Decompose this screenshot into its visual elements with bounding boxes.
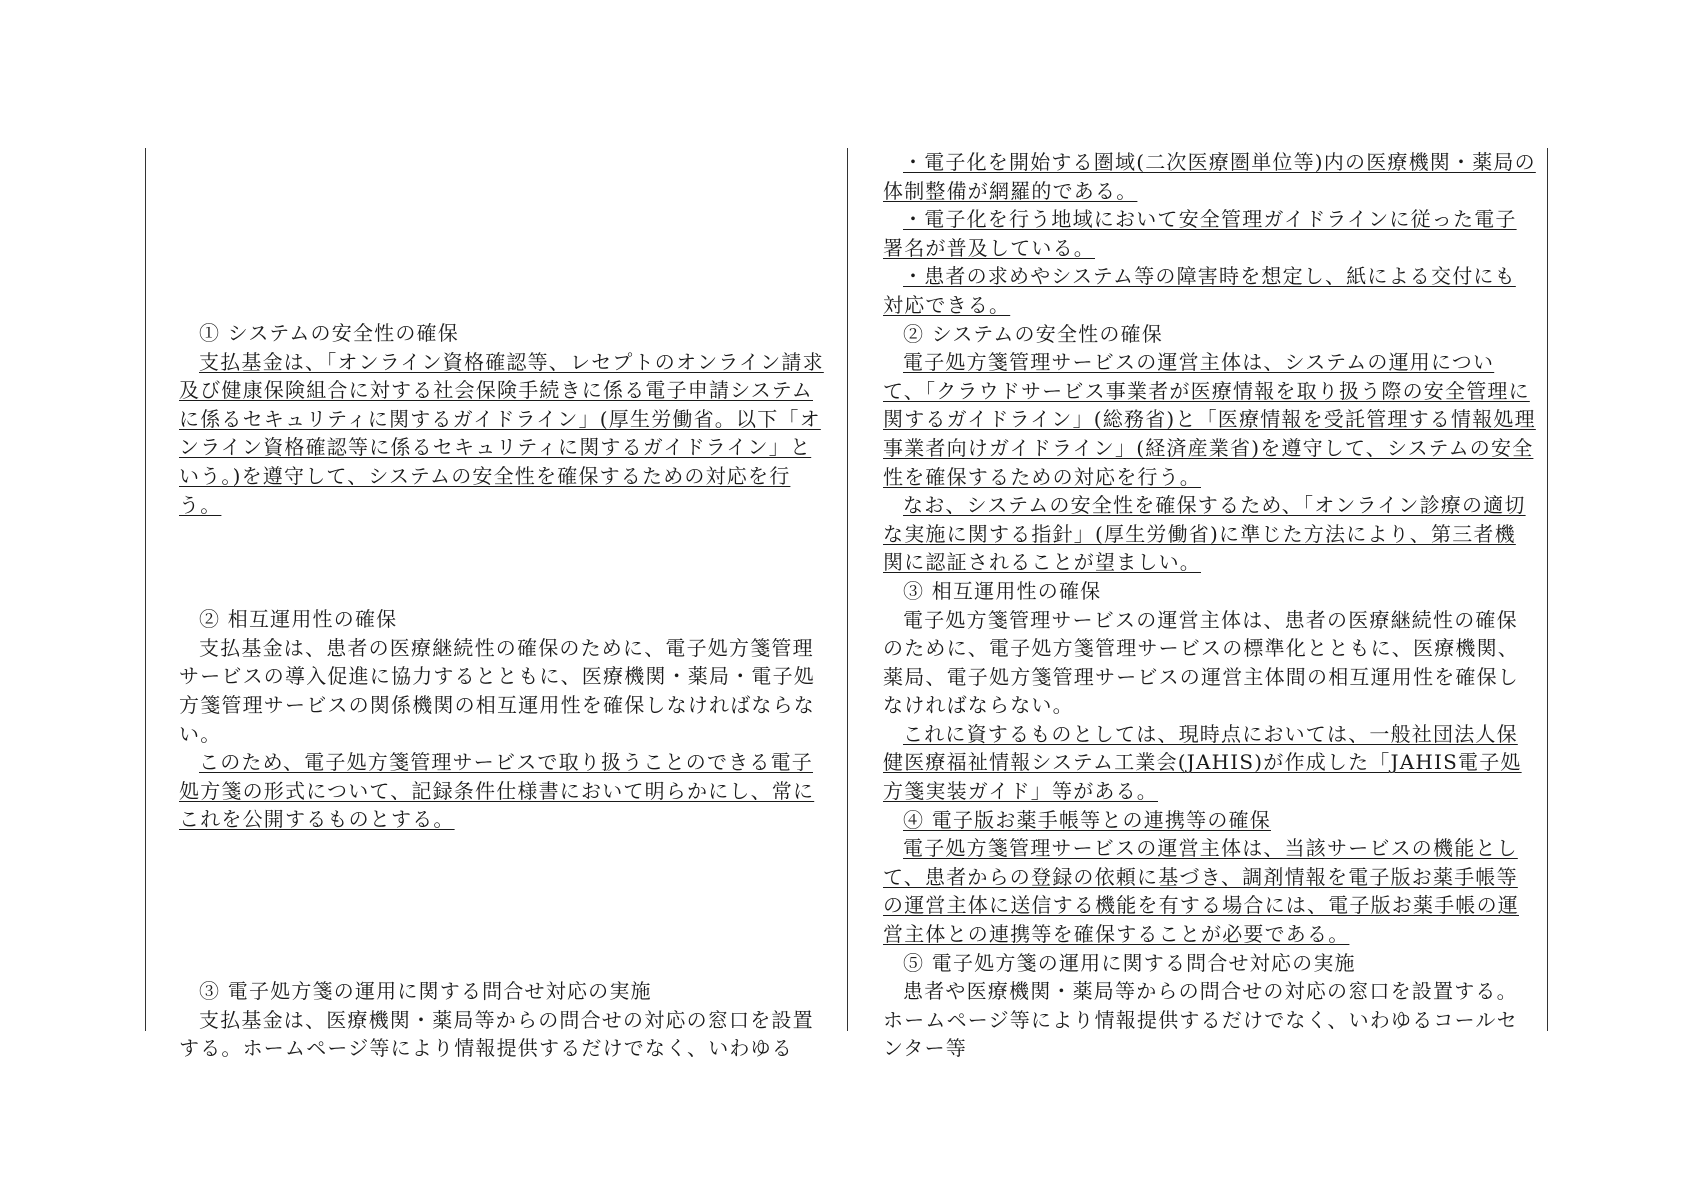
right-bullet-2: ・電子化を行う地域において安全管理ガイドラインに従った電子署名が普及している。 — [883, 207, 1517, 260]
left-section1-heading: ① システムの安全性の確保 — [199, 321, 459, 345]
right-section4-heading: ④ 電子版お薬手帳等との連携等の確保 — [903, 807, 1271, 832]
left-section1-body: 支払基金は、「オンライン資格確認等、レセプトのオンライン請求及び健康保険組合に対する社会保険手続きに係る電子申請システムに係るセキュリティに関するガイドライン」(厚生労働省。以下「オンライン資格確認等に係るセキュリティに関するガイドライン」という。)を遵守して、システムの安全性を確保するための対応を行う。 — [179, 349, 824, 517]
right-section3-heading: ③ 相互運用性の確保 — [903, 578, 1102, 603]
left-section2-body: 支払基金は、患者の医療継続性の確保のために、電子処方箋管理サービスの導入促進に協力するとともに、医療機関・薬局・電子処方箋管理サービスの関係機関の相互運用性を確保しなければならない。 — [179, 635, 815, 746]
right-bullet-1: ・電子化を開始する圏域(二次医療圏単位等)内の医療機関・薬局の体制整備が網羅的である。 — [883, 150, 1536, 203]
right-section2-body2: なお、システムの安全性を確保するため、「オンライン診療の適切な実施に関する指針」(厚生労働省)に準じた方法により、第三者機関に認証されることが望ましい。 — [883, 493, 1526, 575]
right-section5-body: 患者や医療機関・薬局等からの問合せの対応の窓口を設置する。ホームページ等により情報提供するだけでなく、いわゆるコールセンター等 — [883, 979, 1518, 1061]
right-bullet-3: ・患者の求めやシステム等の障害時を想定し、紙による交付にも対応できる。 — [883, 264, 1516, 317]
right-column — [883, 148, 1536, 1063]
left-border-line — [145, 148, 146, 1031]
center-divider-line — [847, 148, 848, 1031]
right-section4-body: 電子処方箋管理サービスの運営主体は、当該サービスの機能として、患者からの登録の依頼に基づき、調剤情報を電子版お薬手帳等の運営主体に送信する機能を有する場合には、電子版お薬手帳の運営主体との連携等を確保することが必要である。 — [883, 836, 1519, 947]
right-border-line — [1547, 148, 1548, 1031]
left-section2-heading: ② 相互運用性の確保 — [199, 607, 398, 632]
right-section3-body: 電子処方箋管理サービスの運営主体は、患者の医療継続性の確保のために、電子処方箋管理サービスの標準化とともに、医療機関、薬局、電子処方箋管理サービスの運営主体間の相互運用性を確保しなければならない。 — [883, 607, 1519, 718]
right-section2-body: 電子処方箋管理サービスの運営主体は、システムの運用について、「クラウドサービス事業者が医療情報を取り扱う際の安全管理に関するガイドライン」(総務省)と「医療情報を受託管理する情報処理事業者向けガイドライン」(経済産業省)を遵守して、システムの安全性を確保するための対応を行う。 — [883, 350, 1536, 489]
left-section3-body: 支払基金は、医療機関・薬局等からの問合せの対応の窓口を設置する。ホームページ等により情報提供するだけでなく、いわゆる — [179, 1007, 814, 1061]
left-section2-body2: このため、電子処方箋管理サービスで取り扱うことのできる電子処方箋の形式について、記録条件仕様書において明らかにし、常にこれを公開するものとする。 — [179, 750, 815, 832]
right-section5-heading: ⑤ 電子処方箋の運用に関する問合せ対応の実施 — [903, 950, 1356, 975]
right-section3-body2: これに資するものとしては、現時点においては、一般社団法人保健医療福祉情報システム工業会(JAHIS)が作成した「JAHIS電子処方箋実装ガイド」等がある。 — [883, 721, 1522, 804]
left-section3-heading: ③ 電子処方箋の運用に関する問合せ対応の実施 — [199, 978, 652, 1003]
left-column — [179, 148, 832, 1063]
right-section2-heading: ② システムの安全性の確保 — [903, 321, 1163, 346]
